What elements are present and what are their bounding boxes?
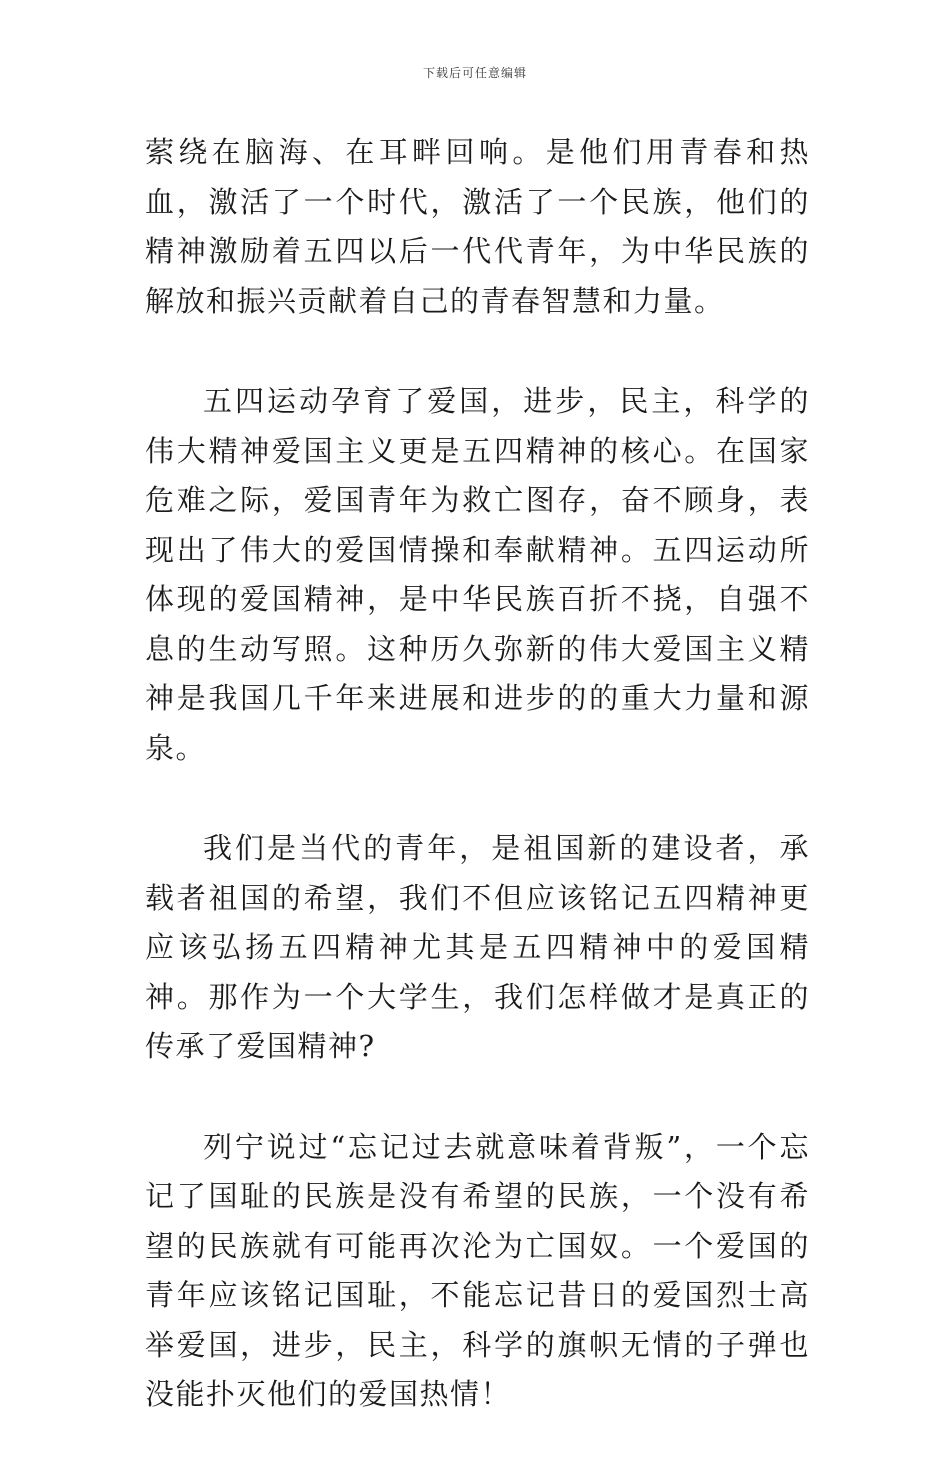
document-body: [145, 128, 810, 1471]
page-header: 下载后可任意编辑: [422, 66, 527, 80]
paragraph-2: 五四运动孕育了爱国，进步，民主，科学的伟大精神爱国主义更是五四精神的核心。在国家危难之际，爱国青年为救亡图存，奋不顾身，表现出了伟大的爱国情操和奉献精神。五四运动所体现的爱国精神，是中华民族百折不挠，自强不息的生动写照。这种历久弥新的伟大爱国主义精神是我国几千年来进展和进步的的重大力量和源泉。: [145, 384, 810, 765]
paragraph-1: 萦绕在脑海、在耳畔回响。是他们用青春和热血，激活了一个时代，激活了一个民族，他们的精神激励着五四以后一代代青年，为中华民族的解放和振兴贡献着自己的青春智慧和力量。: [145, 135, 810, 318]
paragraph-3: 我们是当代的青年，是祖国新的建设者，承载者祖国的希望，我们不但应该铭记五四精神更应该弘扬五四精神尤其是五四精神中的爱国精神。那作为一个大学生，我们怎样做才是真正的传承了爱国精神?: [145, 831, 810, 1063]
paragraph-4: 列宁说过“忘记过去就意味着背叛”，一个忘记了国耻的民族是没有希望的民族，一个没有希望的民族就有可能再次沦为亡国奴。一个爱国的青年应该铭记国耻，不能忘记昔日的爱国烈士高举爱国，进步，民主，科学的旗帜无情的子弹也没能扑灭他们的爱国热情！: [145, 1129, 810, 1411]
